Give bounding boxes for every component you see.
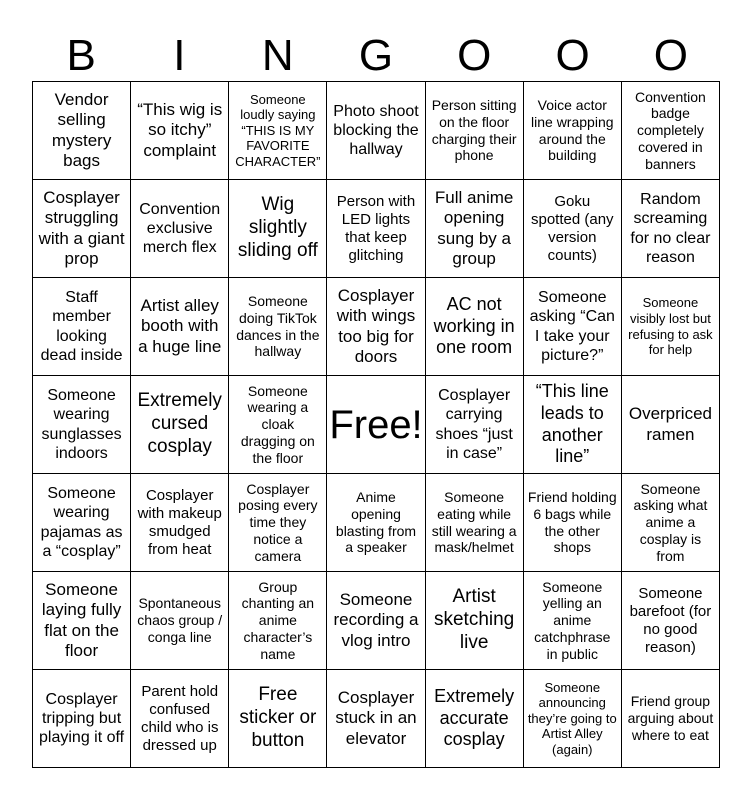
cell-text: Voice actor line wrapping around the building [531,96,614,164]
cell-text: Extremely cursed cosplay [137,390,222,457]
bingo-cell[interactable] [327,670,425,768]
bingo-cell[interactable] [33,180,131,278]
cell-text: Convention exclusive merch flex [139,200,221,257]
cell-text: Cosplayer with makeup smudged from heat [137,486,222,558]
bingo-cell[interactable] [327,474,425,572]
free-text: Free! [329,402,423,447]
cell-text: Parent hold confused child who is dressed up [140,682,219,754]
bingo-cell[interactable] [426,572,524,670]
header-letter: G [358,31,394,80]
cell-text: Cosplayer posing every time they notice a camera [238,480,318,564]
bingo-cell[interactable] [33,82,131,180]
cell-text: Person sitting on the floor charging their phone [431,96,517,164]
cell-text: Friend group arguing about where to eat [627,693,714,743]
cell-text: Convention badge completely covered in banners [635,88,706,172]
cell-text: Group chanting an anime character’s name [241,578,315,662]
cell-text: Artist sketching live [433,586,515,653]
cell-text: “This wig is so itchy” complaint [137,99,223,160]
bingo-cell[interactable] [622,278,720,376]
cell-text: Free sticker or button [239,684,317,751]
bingo-cell[interactable] [131,82,229,180]
bingo-cell[interactable] [524,376,622,474]
bingo-cell[interactable] [229,82,327,180]
bingo-cell[interactable] [229,180,327,278]
bingo-cell[interactable] [426,670,524,768]
bingo-cell[interactable] [524,278,622,376]
bingo-cell[interactable] [327,82,425,180]
bingo-cell[interactable] [426,82,524,180]
bingo-cell[interactable] [327,278,425,376]
cell-text: Someone asking what anime a cosplay is from [633,480,708,564]
cell-text: Goku spotted (any version counts) [530,192,614,264]
cell-text: Someone wearing pajamas as a “cosplay” [40,485,123,560]
cell-text: Cosplayer stuck in an elevator [335,687,417,748]
bingo-header [32,30,720,82]
cell-text: Extremely accurate cosplay [434,686,515,750]
cell-text: Cosplayer with wings too big for doors [336,285,416,366]
cell-text: Someone wearing sunglasses indoors [41,387,122,462]
cell-text: Spontaneous chaos group / conga line [137,595,223,645]
bingo-cell[interactable] [33,474,131,572]
cell-text: Someone announcing they’re going to Artist Alley (again) [527,679,617,757]
header-letter: B [66,31,96,80]
bingo-cell[interactable] [33,376,131,474]
cell-text: Someone barefoot (for no good reason) [629,584,712,656]
cell-text: Someone visibly lost but refusing to ask for help [628,295,713,358]
bingo-cell[interactable] [229,278,327,376]
bingo-cell[interactable] [524,82,622,180]
bingo-cell[interactable] [622,474,720,572]
header-letter: I [173,31,186,80]
bingo-cell[interactable] [622,572,720,670]
bingo-cell[interactable] [524,474,622,572]
cell-text: Wig slightly sliding off [237,194,318,261]
cell-text: Someone doing TikTok dances in the hallway [236,292,320,360]
bingo-cell[interactable] [426,278,524,376]
cell-text: “This line leads to another line” [535,381,609,467]
cell-text: Someone asking “Can I take your picture?” [529,289,615,364]
bingo-cell[interactable] [524,572,622,670]
cell-text: Someone laying fully flat on the floor [41,579,122,660]
cell-text: Someone recording a vlog intro [333,589,419,650]
bingo-cell[interactable] [327,572,425,670]
bingo-cell[interactable] [426,180,524,278]
bingo-cell[interactable] [229,572,327,670]
cell-text: AC not working in one room [433,294,515,358]
bingo-cell[interactable] [229,376,327,474]
bingo-cell[interactable] [131,180,229,278]
cell-text: Someone loudly saying “THIS IS MY FAVORITE CHARACTER” [235,91,321,169]
cell-text: Cosplayer struggling with a giant prop [38,187,125,268]
bingo-cell[interactable] [131,278,229,376]
cell-text: Anime opening blasting from a speaker [335,488,417,556]
cell-text: Someone yelling an anime catchphrase in public [534,578,611,662]
bingo-cell[interactable] [229,670,327,768]
bingo-cell[interactable] [33,572,131,670]
header-letter: O [653,31,688,80]
bingo-cell[interactable] [524,670,622,768]
cell-text: Photo shoot blocking the hallway [333,102,419,159]
bingo-cell[interactable] [327,180,425,278]
bingo-cell[interactable] [622,180,720,278]
bingo-cell[interactable] [131,474,229,572]
header-letter: O [555,31,590,80]
bingo-cell[interactable] [229,474,327,572]
bingo-cell[interactable] [622,82,720,180]
cell-text: Random screaming for no clear reason [630,191,711,266]
bingo-cell[interactable] [33,670,131,768]
cell-text: Overpriced ramen [628,404,712,444]
cell-text: Artist alley booth with a huge line [138,295,222,356]
cell-text: Person with LED lights that keep glitching [336,192,416,264]
cell-text: Someone eating while still wearing a mask/helmet [431,488,517,556]
bingo-cell[interactable] [524,180,622,278]
bingo-cell[interactable] [622,670,720,768]
bingo-cell[interactable] [426,376,524,474]
header-letter: N [261,31,294,80]
cell-text: Full anime opening sung by a group [434,187,514,268]
cell-text: Cosplayer tripping but playing it off [39,690,125,747]
cell-text: Someone wearing a cloak dragging on the floor [240,382,315,466]
cell-text: Vendor selling mystery bags [51,89,112,170]
cell-text: Cosplayer carrying shoes “just in case” [435,387,513,462]
bingo-cell[interactable] [131,376,229,474]
free-cell[interactable] [327,376,425,474]
bingo-cell[interactable] [622,376,720,474]
bingo-cell[interactable] [131,670,229,768]
cell-text: Friend holding 6 bags while the other shops [527,488,617,556]
bingo-cell[interactable] [33,278,131,376]
bingo-board [32,81,720,768]
cell-text: Staff member looking dead inside [40,289,123,364]
bingo-cell[interactable] [426,474,524,572]
header-letter: O [457,31,492,80]
bingo-cell[interactable] [131,572,229,670]
